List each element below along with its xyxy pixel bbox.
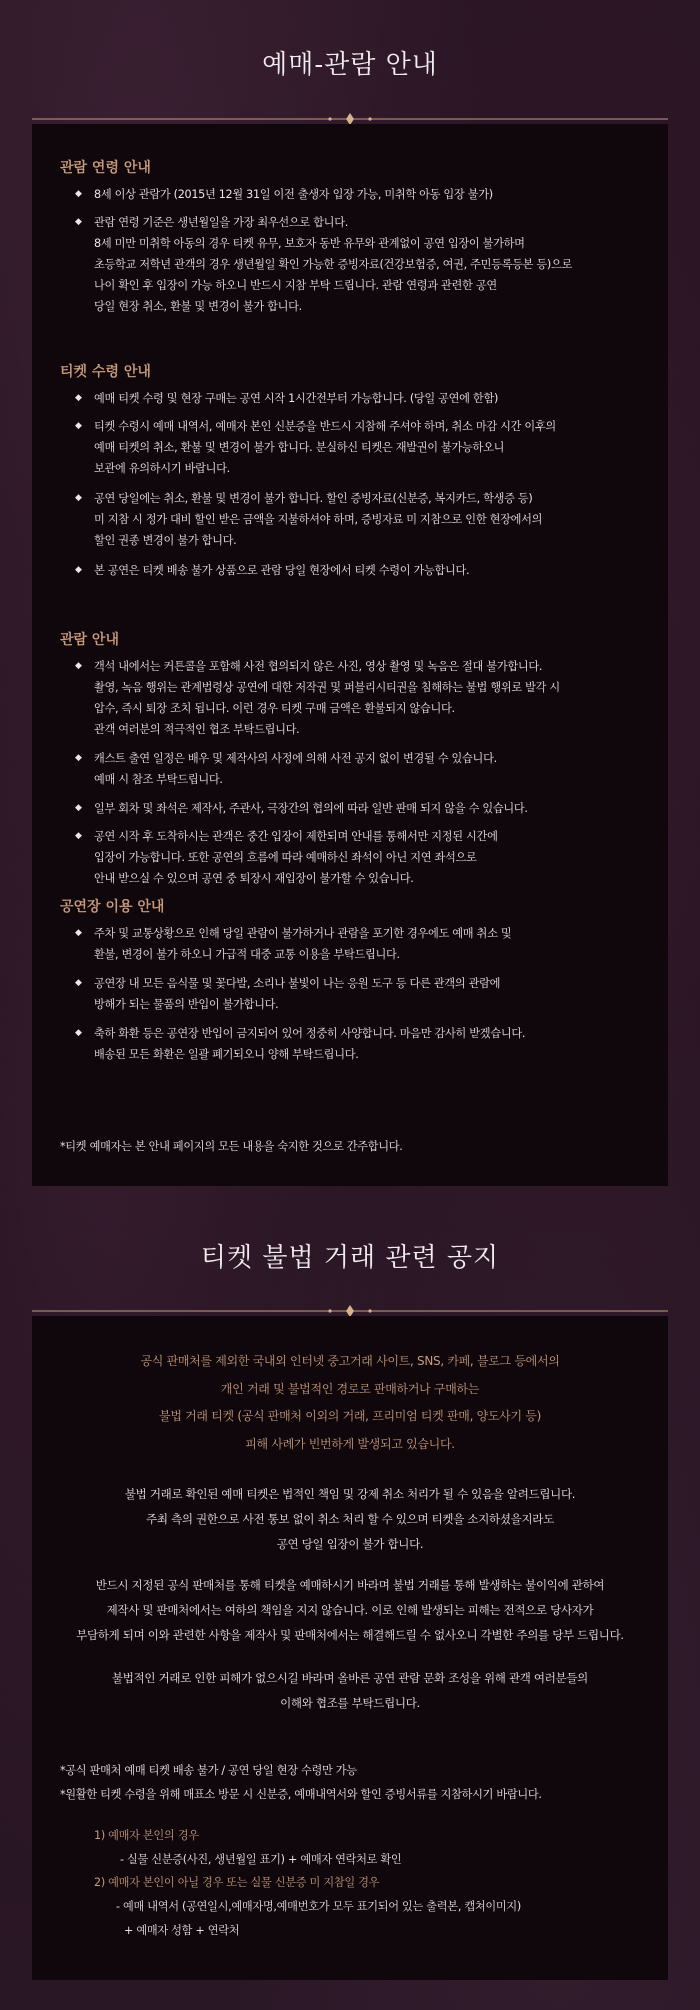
case-heading: 2) 예매자 본인이 아닐 경우 또는 실물 신분증 미 지참일 경우 [94, 1876, 380, 1889]
diamond-bullet-icon: ◆ [75, 753, 82, 763]
list-item: ◆ 관람 연령 기준은 생년월일을 가장 최우선으로 합니다. 8세 미만 미취학 아동의 경우 티켓 유무, 보호자 동반 유무와 관계없이 공연 입장이 불가하며 초등학교 저학년 관객의 경우 생년월일 확인 가능한 증빙자료(건강보험증, 여권, 주민등록등본 등)으로 나이 확인 후 입장이 가능 하오니 반드시 지참 부탁 드립니다. 관람 연령과 관련한 공연 당일 현장 취소, 환불 및 변경이 불가 합니다. [94, 212, 664, 317]
diamond-bullet-icon: ◆ [75, 831, 82, 841]
diamond-bullet-icon: ◆ [75, 803, 82, 813]
list-item: ◆ 객석 내에서는 커튼콜을 포함해 사전 협의되지 않은 사진, 영상 촬영 및 녹음은 절대 불가합니다. 촬영, 녹음 행위는 관계법령상 공연에 대한 저작권 및 퍼블리시티권을 침해하는 불법 행위로 발각 시 압수, 즉시 퇴장 조치 됩니다. 이런 경우 티켓 구매 금액은 환불되지 않습니다. 관객 여러분의 적극적인 협조 부탁드립니다. [94, 656, 664, 740]
note-line: *원활한 티켓 수령을 위해 매표소 방문 시 신분증, 예매내역서와 할인 증빙서류를 지참하시기 바랍니다. [60, 1788, 542, 1801]
list-item: ◆ 주차 및 교통상황으로 인해 당일 관람이 불가하거나 관람을 포기한 경우에도 예매 취소 및 환불, 변경이 불가 하오니 가급적 대중 교통 이용을 부탁드립니다. [94, 923, 664, 965]
footnote: *티켓 예매자는 본 안내 페이지의 모든 내용을 숙지한 것으로 간주합니다. [60, 1140, 403, 1153]
list-item: ◆ 일부 회차 및 좌석은 제작사, 주관사, 극장간의 협의에 따라 일반 판매 되지 않을 수 있습니다. [94, 798, 664, 819]
notice-paragraph: 불법적인 거래로 인한 피해가 없으시길 바라며 올바른 공연 관람 문화 조성을 위해 관객 여러분들의 이해와 협조를 부탁드립니다. [112, 1671, 588, 1710]
page-title: 예매-관람 안내 [262, 50, 438, 80]
diamond-bullet-icon: ◆ [75, 493, 82, 503]
note-line: *공식 판매처 예매 티켓 배송 불가 / 공연 당일 현장 수령만 가능 [60, 1764, 357, 1777]
diamond-bullet-icon: ◆ [75, 928, 82, 938]
notice-paragraph: 반드시 지정된 공식 판매처를 통해 티켓을 예매하시기 바라며 불법 거래를 통해 발생하는 불이익에 관하여 제작사 및 판매처에서는 여하의 책임을 지지 않습니다. 이로 인해 발생되는 피해는 전적으로 당사자가 부담하게 되며 이와 관련한 사항을 제작사 및 판매처에서는 해결해드릴 수 없사오니 각별한 주의를 당부 드립니다. [76, 1578, 624, 1642]
list-item: ◆ 공연 당일에는 취소, 환불 및 변경이 불가 합니다. 할인 증빙자료(신분증, 복지카드, 학생증 등) 미 지참 시 정가 대비 할인 받은 금액을 지불하셔야 하며, 증빙자료 미 지참으로 인한 현장에서의 할인 권종 변경이 불가 합니다. [94, 488, 664, 551]
diamond-bullet-icon: ◆ [75, 393, 82, 403]
list-item: ◆ 본 공연은 티켓 배송 불가 상품으로 관람 당일 현장에서 티켓 수령이 가능합니다. [94, 560, 664, 581]
diamond-bullet-icon: ◆ [75, 565, 82, 575]
guide-panel [32, 124, 668, 1186]
list-item: ◆ 8세 이상 관람가 (2015년 12월 31일 이전 출생자 입장 가능, 미취학 아동 입장 불가) [94, 184, 664, 205]
list-item: ◆ 공연장 내 모든 음식물 및 꽃다발, 소리나 불빛이 나는 응원 도구 등 다른 관객의 관람에 방해가 되는 물품의 반입이 불가합니다. [94, 973, 664, 1015]
section-heading-venue: 공연장 이용 안내 [60, 899, 165, 915]
diamond-bullet-icon: ◆ [75, 978, 82, 988]
diamond-bullet-icon: ◆ [75, 217, 82, 227]
diamond-bullet-icon: ◆ [75, 421, 82, 431]
case-heading: 1) 예매자 본인의 경우 [94, 1829, 199, 1842]
list-item: ◆ 캐스트 출연 일정은 배우 및 제작사의 사정에 의해 사전 공지 없이 변경될 수 있습니다. 예매 시 참조 부탁드립니다. [94, 748, 664, 790]
notice-title: 티켓 불법 거래 관련 공지 [200, 1243, 500, 1273]
list-item: ◆ 축하 화환 등은 공연장 반입이 금지되어 있어 정중히 사양합니다. 마음만 감사히 받겠습니다. 배송된 모든 화환은 일괄 폐기되오니 양해 부탁드립니다. [94, 1023, 664, 1065]
diamond-bullet-icon: ◆ [75, 1028, 82, 1038]
notice-warning: 공식 판매처를 제외한 국내외 인터넷 중고거래 사이트, SNS, 카페, 블로그 등에서의 개인 거래 및 불법적인 경로로 판매하거나 구매하는 불법 거래 티켓 (공식 판매처 이외의 거래, 프리미엄 티켓 판매, 양도사기 등) 피해 사례가 빈번하게 발생되고 있습니다. [140, 1354, 560, 1451]
list-item: ◆ 공연 시작 후 도착하시는 관객은 중간 입장이 제한되며 안내를 통해서만 지정된 시간에 입장이 가능합니다. 또한 공연의 흐름에 따라 예매하신 좌석이 아닌 지연 좌석으로 안내 받으실 수 있으며 공연 중 퇴장시 재입장이 불가할 수 있습니다. [94, 826, 664, 889]
diamond-bullet-icon: ◆ [75, 189, 82, 199]
notice-paragraph: 불법 거래로 확인된 예매 티켓은 법적인 책임 및 강제 취소 처리가 될 수 있음을 알려드립니다. 주최 측의 권한으로 사전 통보 없이 취소 처리 할 수 있으며 티켓을 소지하셨을지라도 공연 당일 입장이 불가 합니다. [124, 1487, 576, 1551]
diamond-bullet-icon: ◆ [75, 661, 82, 671]
section-heading-viewing: 관람 안내 [60, 632, 119, 648]
case-detail: - 예매 내역서 (공연일시,예매자명,예매번호가 모두 표기되어 있는 출력본, 캡쳐이미지) [116, 1900, 521, 1913]
notice-panel [32, 1316, 668, 1980]
case-detail: - 실물 신분증(사진, 생년월일 표기) + 예매자 연락처로 확인 [120, 1853, 402, 1866]
section-heading-age: 관람 연령 안내 [60, 160, 151, 176]
case-detail: + 예매자 성함 + 연락처 [124, 1924, 240, 1937]
section-heading-ticket: 티켓 수령 안내 [60, 364, 151, 380]
list-item: ◆ 예매 티켓 수령 및 현장 구매는 공연 시작 1시간전부터 가능합니다. (당일 공연에 한함) [94, 388, 664, 409]
list-item: ◆ 티켓 수령시 예매 내역서, 예매자 본인 신분증을 반드시 지참해 주셔야 하며, 취소 마감 시간 이후의 예매 티켓의 취소, 환불 및 변경이 불가 합니다. 분실하신 티켓은 재발권이 불가능하오니 보관에 유의하시기 바랍니다. [94, 416, 664, 479]
